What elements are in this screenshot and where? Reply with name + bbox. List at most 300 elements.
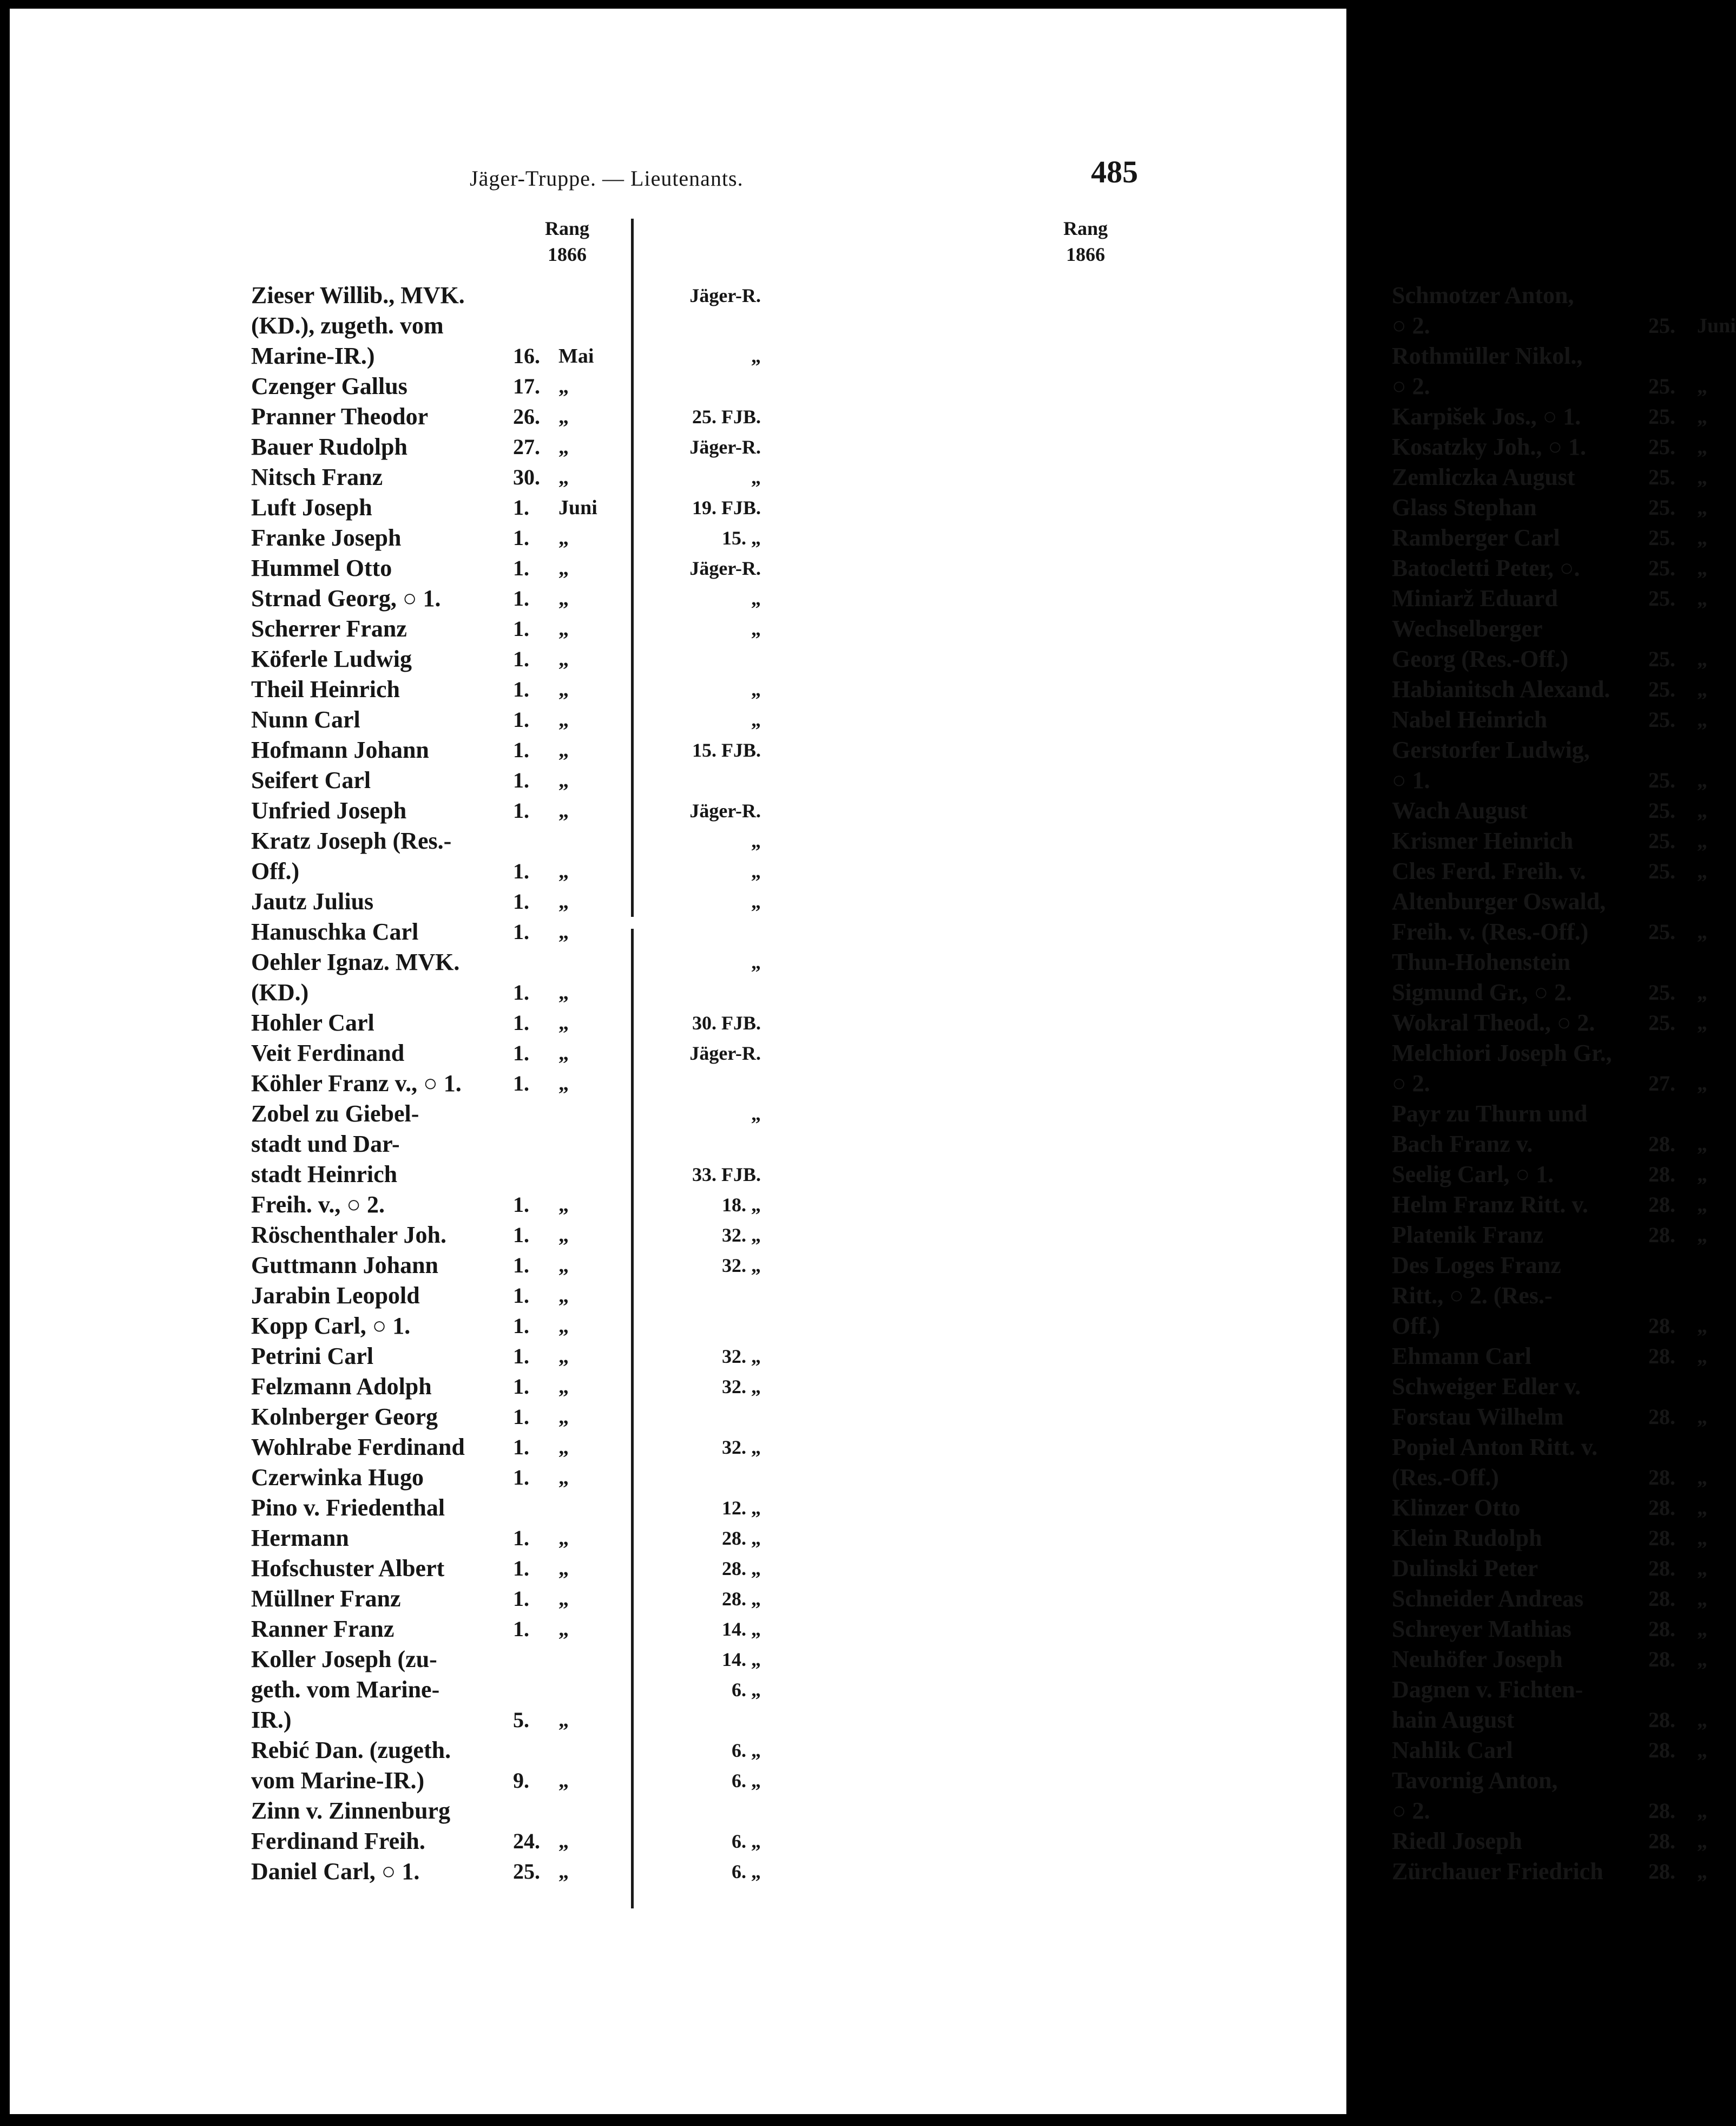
officer-name: Zieser Willib., MVK. — [251, 282, 465, 309]
unit-label: 32. „ — [722, 1376, 761, 1397]
unit-label: 18. „ — [722, 1194, 761, 1216]
list-item — [10, 796, 627, 826]
rank-date: 28. — [1648, 1495, 1675, 1520]
officer-name: IR.) — [251, 1707, 292, 1733]
rank-date: 1. — [513, 768, 529, 792]
officer-name: Hummel Otto — [251, 555, 392, 581]
officer-name: Georg (Res.-Off.) — [1392, 646, 1569, 672]
officer-name: Hofschuster Albert — [251, 1555, 445, 1582]
officer-name: Klein Rudolph — [1392, 1525, 1542, 1551]
officer-name: hain August — [1392, 1707, 1515, 1733]
rank-date: 1. — [513, 1556, 529, 1580]
officer-name: Scherrer Franz — [251, 615, 407, 642]
rank-month: „ — [1697, 769, 1707, 792]
list-item — [634, 735, 1590, 765]
list-item — [10, 1766, 627, 1796]
list-item — [10, 826, 627, 856]
unit-label: 19. FJB. — [692, 497, 761, 519]
unit-label: 28. „ — [722, 1527, 761, 1549]
rank-month: „ — [1697, 1860, 1707, 1883]
rank-date: 1. — [513, 1435, 529, 1459]
rank-date: 1. — [513, 1526, 529, 1550]
rank-date: 1. — [513, 1192, 529, 1217]
rank-date: 17. — [513, 374, 540, 398]
rank-month: „ — [1697, 1133, 1707, 1156]
officer-name: Platenik Franz — [1392, 1222, 1543, 1248]
rank-date: 1. — [513, 1617, 529, 1641]
rank-month: „ — [558, 1284, 569, 1307]
officer-name: Cles Ferd. Freih. v. — [1392, 858, 1586, 884]
officer-name: Hermann — [251, 1525, 349, 1551]
list-item — [10, 1341, 627, 1372]
officer-name: Wechselberger — [1392, 615, 1543, 642]
officer-name: Ramberger Carl — [1392, 524, 1560, 551]
officer-name: Klinzer Otto — [1392, 1494, 1521, 1521]
officer-name: Nunn Carl — [251, 706, 360, 733]
unit-label: „ — [751, 1103, 761, 1125]
list-item — [634, 1159, 1707, 1190]
officer-name: Nabel Heinrich — [1392, 706, 1548, 733]
unit-label: 15. „ — [722, 527, 761, 549]
rank-date: 25. — [1648, 677, 1675, 701]
officer-name: ○ 2. — [1392, 1070, 1430, 1097]
officer-name: Thun-Hohenstein — [1392, 949, 1571, 975]
right-column — [634, 280, 1736, 1887]
rank-date: 28. — [1648, 1708, 1675, 1732]
rank-date: 28. — [1648, 1859, 1675, 1884]
rank-month: „ — [558, 648, 569, 671]
rank-date: 1. — [513, 1344, 529, 1368]
list-item — [634, 1856, 1707, 1887]
officer-name: Rebić Dan. (zugeth. — [251, 1737, 451, 1763]
officer-name: Zinn v. Zinnenburg — [251, 1797, 451, 1824]
unit-label: 32. „ — [722, 1224, 761, 1246]
rank-month: „ — [558, 981, 569, 1004]
rank-date: 1. — [513, 616, 529, 641]
list-item — [634, 1675, 1583, 1705]
rank-month: „ — [558, 1709, 569, 1731]
list-item — [10, 1432, 627, 1462]
unit-label: 32. „ — [722, 1436, 761, 1458]
rank-month: „ — [558, 1315, 569, 1337]
rank-month: „ — [1697, 830, 1707, 852]
rank-month: „ — [558, 678, 569, 701]
officer-name: ○ 2. — [1392, 373, 1430, 399]
officer-name: Forstau Wilhelm — [1392, 1403, 1564, 1430]
rank-month: „ — [1697, 648, 1707, 671]
officer-name: Guttmann Johann — [251, 1252, 439, 1278]
officer-name: Popiel Anton Ritt. v. — [1392, 1434, 1598, 1460]
officer-name: geth. vom Marine- — [251, 1676, 440, 1703]
rank-month: „ — [1697, 921, 1707, 943]
rank-month: „ — [1697, 1072, 1707, 1095]
rank-date: 1. — [513, 677, 529, 701]
unit-label: „ — [751, 709, 761, 731]
list-item — [634, 887, 1606, 917]
rank-month: „ — [1697, 557, 1707, 580]
officer-name: Pino v. Friedenthal — [251, 1494, 445, 1521]
officer-name: Zobel zu Giebel- — [251, 1100, 419, 1127]
rank-month: Mai — [558, 345, 594, 368]
rank-date: 28. — [1648, 1829, 1675, 1853]
officer-name: Schweiger Edler v. — [1392, 1373, 1581, 1400]
rank-date: 1. — [513, 798, 529, 823]
rank-month: „ — [558, 618, 569, 640]
rank-date: 27. — [1648, 1071, 1675, 1095]
rank-date: 1. — [513, 707, 529, 732]
rank-month: „ — [1697, 375, 1707, 398]
officer-name: Zürchauer Friedrich — [1392, 1858, 1603, 1885]
list-item — [634, 1705, 1707, 1735]
list-item — [634, 523, 1707, 553]
list-item — [634, 705, 1707, 735]
officer-name: Neuhöfer Joseph — [1392, 1646, 1563, 1672]
list-item — [634, 1008, 1707, 1038]
list-item — [10, 462, 627, 493]
officer-name: Röschenthaler Joh. — [251, 1222, 446, 1248]
unit-label: 14. „ — [722, 1649, 761, 1670]
rank-date: 25. — [1648, 435, 1675, 459]
rank-date: 24. — [513, 1829, 540, 1853]
officer-name: stadt und Dar- — [251, 1131, 400, 1157]
rang-header-right — [1048, 215, 1123, 267]
unit-label: 6. „ — [732, 1679, 761, 1701]
rank-month: Juni — [1697, 314, 1736, 337]
officer-name: Köhler Franz v., ○ 1. — [251, 1070, 462, 1097]
unit-label: Jäger-R. — [689, 1042, 761, 1064]
rank-date: 1. — [513, 1223, 529, 1247]
rank-date: 25. — [1648, 313, 1675, 338]
list-item — [10, 674, 627, 705]
rank-date: 25. — [1648, 586, 1675, 611]
rank-date: 28. — [1648, 1586, 1675, 1611]
rank-date: 25. — [1648, 526, 1675, 550]
officer-name: Wokral Theod., ○ 2. — [1392, 1009, 1595, 1036]
list-item — [634, 1796, 1707, 1826]
rank-date: 28. — [1648, 1314, 1675, 1338]
list-item — [10, 1250, 627, 1281]
list-item — [10, 371, 627, 402]
rank-month: „ — [558, 1375, 569, 1398]
rank-month: „ — [1697, 1648, 1707, 1671]
rank-month: „ — [1697, 436, 1707, 458]
page-number: 485 — [1091, 154, 1138, 189]
rank-date: 1. — [513, 586, 529, 611]
officer-name: Kosatzky Joh., ○ 1. — [1392, 434, 1587, 460]
officer-name: Ranner Franz — [251, 1616, 394, 1642]
rank-month: „ — [1697, 496, 1707, 519]
officer-name: Luft Joseph — [251, 494, 372, 521]
list-item — [10, 280, 627, 311]
rank-date: 28. — [1648, 1647, 1675, 1671]
unit-label: 6. „ — [732, 1770, 761, 1792]
rang-year: 1866 — [548, 244, 587, 265]
officer-name: Wohlrabe Ferdinand — [251, 1434, 465, 1460]
list-item — [10, 1190, 627, 1220]
officer-name: Schreyer Mathias — [1392, 1616, 1571, 1642]
rank-month: „ — [558, 436, 569, 458]
officer-name: Rothmüller Nikol., — [1392, 343, 1583, 369]
rang-year: 1866 — [1066, 244, 1105, 265]
rank-date: 1. — [513, 1283, 529, 1308]
rank-month: „ — [1697, 527, 1707, 549]
rank-month: „ — [558, 1860, 569, 1883]
rank-month: „ — [558, 1436, 569, 1459]
rank-month: „ — [1697, 405, 1707, 428]
list-item — [634, 1099, 1588, 1129]
officer-name: Miniarž Eduard — [1392, 585, 1558, 612]
officer-name: Kopp Carl, ○ 1. — [251, 1313, 411, 1339]
officer-name: Off.) — [251, 858, 300, 884]
list-item — [634, 1341, 1707, 1372]
rank-date: 9. — [513, 1768, 529, 1793]
list-item — [10, 1493, 627, 1523]
rank-date: 28. — [1648, 1192, 1675, 1217]
officer-name: Seelig Carl, ○ 1. — [1392, 1161, 1554, 1187]
rank-month: „ — [1697, 799, 1707, 822]
rank-date: 1. — [513, 495, 529, 520]
unit-label: 30. FJB. — [692, 1012, 761, 1034]
list-item — [10, 1402, 627, 1432]
list-item — [10, 1735, 627, 1766]
left-column — [10, 280, 627, 1887]
list-item — [10, 1462, 627, 1493]
rank-date: 1. — [513, 647, 529, 671]
officer-name: vom Marine-IR.) — [251, 1767, 425, 1794]
list-item — [634, 674, 1707, 705]
officer-name: Kratz Joseph (Res.- — [251, 828, 452, 854]
rank-month: „ — [1697, 1800, 1707, 1822]
list-item — [10, 1038, 627, 1068]
rank-date: 25. — [1648, 465, 1675, 489]
officer-name: stadt Heinrich — [251, 1161, 398, 1187]
rank-month: „ — [558, 921, 569, 943]
officer-name: Köferle Ludwig — [251, 646, 412, 672]
list-item — [634, 796, 1707, 826]
list-item — [10, 856, 627, 887]
list-item — [10, 1068, 627, 1099]
rank-date: 16. — [513, 344, 540, 368]
officer-name: Wach August — [1392, 797, 1528, 824]
rank-month: „ — [1697, 981, 1707, 1004]
officer-name: ○ 1. — [1392, 767, 1430, 793]
officer-name: Czerwinka Hugo — [251, 1464, 424, 1491]
list-item — [10, 1644, 627, 1675]
rank-month: „ — [558, 708, 569, 731]
officer-name: Hofmann Johann — [251, 737, 429, 763]
list-item — [634, 917, 1707, 947]
list-item — [634, 1129, 1707, 1159]
rank-month: „ — [1697, 1739, 1707, 1762]
list-item — [634, 553, 1707, 583]
rang-header-left — [529, 215, 605, 267]
rank-date: 25. — [1648, 859, 1675, 883]
list-item — [634, 1068, 1707, 1099]
rank-date: 25. — [513, 1859, 540, 1884]
rank-date: 25. — [1648, 980, 1675, 1005]
list-item — [10, 553, 627, 583]
rank-month: „ — [1697, 1466, 1707, 1489]
rank-date: 28. — [1648, 1617, 1675, 1641]
officer-name: Schmotzer Anton, — [1392, 282, 1574, 309]
rank-date: 1. — [513, 1041, 529, 1065]
rank-month: „ — [1697, 1709, 1707, 1731]
list-item — [634, 856, 1707, 887]
rank-month: „ — [1697, 1497, 1707, 1519]
rang-label: Rang — [544, 218, 590, 239]
list-item — [634, 1462, 1707, 1493]
officer-name: Zemliczka August — [1392, 464, 1575, 490]
officer-name: Ehmann Carl — [1392, 1343, 1531, 1369]
list-item — [634, 280, 1574, 311]
list-item — [634, 1250, 1561, 1281]
column-divider — [631, 219, 634, 917]
rank-month: „ — [558, 466, 569, 489]
officer-name: Müllner Franz — [251, 1585, 401, 1612]
rank-month: „ — [1697, 1527, 1707, 1550]
officer-name: Altenburger Oswald, — [1392, 888, 1606, 915]
rank-month: „ — [558, 860, 569, 883]
list-item — [634, 1766, 1558, 1796]
list-item — [10, 1584, 627, 1614]
rank-month: „ — [558, 375, 569, 398]
unit-label: 12. „ — [722, 1497, 761, 1519]
rank-month: „ — [1697, 1406, 1707, 1428]
officer-name: Theil Heinrich — [251, 676, 400, 703]
unit-label: 6. „ — [732, 1861, 761, 1882]
unit-label: 28. „ — [722, 1558, 761, 1579]
list-item — [634, 1432, 1598, 1462]
officer-name: Karpišek Jos., ○ 1. — [1392, 403, 1581, 430]
officer-name: Dulinski Peter — [1392, 1555, 1538, 1582]
rank-month: „ — [558, 557, 569, 580]
rank-date: 28. — [1648, 1526, 1675, 1550]
rank-month: „ — [558, 1012, 569, 1034]
rank-date: 28. — [1648, 1223, 1675, 1247]
unit-label: „ — [751, 588, 761, 609]
list-item — [634, 493, 1707, 523]
unit-label: „ — [751, 679, 761, 700]
list-item — [634, 1311, 1707, 1341]
unit-label: Jäger-R. — [689, 800, 761, 822]
unit-label: „ — [751, 952, 761, 973]
unit-label: Jäger-R. — [689, 285, 761, 306]
officer-name: Unfried Joseph — [251, 797, 407, 824]
list-item — [10, 432, 627, 462]
unit-label: 28. „ — [722, 1588, 761, 1610]
rank-date: 1. — [513, 1071, 529, 1095]
list-item — [634, 1584, 1707, 1614]
rank-month: „ — [1697, 587, 1707, 610]
rank-month: „ — [1697, 466, 1707, 489]
rank-date: 28. — [1648, 1799, 1675, 1823]
rank-month: „ — [1697, 1618, 1707, 1641]
rank-month: „ — [1697, 1163, 1707, 1186]
rank-month: „ — [1697, 678, 1707, 701]
officer-name: Des Loges Franz — [1392, 1252, 1561, 1278]
rank-month: „ — [558, 1345, 569, 1368]
rank-date: 25. — [1648, 404, 1675, 429]
officer-name: Czenger Gallus — [251, 373, 407, 399]
list-item — [634, 371, 1707, 402]
officer-name: Pranner Theodor — [251, 403, 429, 430]
rank-month: „ — [1697, 1193, 1707, 1216]
officer-name: Krismer Heinrich — [1392, 828, 1574, 854]
officer-name: Jarabin Leopold — [251, 1282, 420, 1309]
rank-date: 25. — [1648, 829, 1675, 853]
rank-month: „ — [558, 799, 569, 822]
rank-month: „ — [1697, 1345, 1707, 1368]
rank-month: „ — [1697, 708, 1707, 731]
rank-date: 1. — [513, 1374, 529, 1399]
rank-date: 1. — [513, 1586, 529, 1611]
list-item — [634, 1826, 1707, 1856]
unit-label: 32. „ — [722, 1346, 761, 1367]
rank-date: 25. — [1648, 707, 1675, 732]
list-item — [10, 614, 627, 644]
list-item — [634, 1402, 1707, 1432]
rank-date: 28. — [1648, 1162, 1675, 1186]
rank-month: „ — [558, 1042, 569, 1065]
rang-label: Rang — [1063, 218, 1108, 239]
rank-date: 25. — [1648, 495, 1675, 520]
officer-name: Payr zu Thurn und — [1392, 1100, 1588, 1127]
officer-name: Freih. v. (Res.-Off.) — [1392, 918, 1589, 945]
list-item — [634, 614, 1543, 644]
rank-month: „ — [558, 1769, 569, 1792]
rank-date: 1. — [513, 889, 529, 914]
rank-date: 30. — [513, 465, 540, 489]
rank-date: 28. — [1648, 1344, 1675, 1368]
officer-name: (Res.-Off.) — [1392, 1464, 1499, 1491]
list-item — [634, 462, 1707, 493]
officer-name: Habianitsch Alexand. — [1392, 676, 1610, 703]
rank-month: „ — [558, 1254, 569, 1277]
rank-month: „ — [1697, 860, 1707, 883]
unit-label: 32. „ — [722, 1255, 761, 1276]
list-item — [10, 1675, 627, 1705]
unit-label: 25. FJB. — [692, 406, 761, 428]
rank-month: „ — [558, 405, 569, 428]
rank-month: „ — [558, 739, 569, 762]
rank-date: 28. — [1648, 1465, 1675, 1489]
list-item — [634, 311, 1736, 341]
officer-name: (KD.), zugeth. vom — [251, 312, 444, 339]
list-item — [634, 1372, 1581, 1402]
unit-label: „ — [751, 345, 761, 367]
officer-name: Glass Stephan — [1392, 494, 1537, 521]
list-item — [10, 1099, 627, 1129]
list-item — [10, 1856, 627, 1887]
officer-name: Gerstorfer Ludwig, — [1392, 737, 1590, 763]
list-item — [10, 1372, 627, 1402]
list-item — [634, 1281, 1553, 1311]
rank-date: 26. — [513, 404, 540, 429]
list-item — [10, 947, 627, 977]
rank-date: 1. — [513, 980, 529, 1005]
list-item — [634, 1735, 1707, 1766]
list-item — [10, 523, 627, 553]
list-item — [10, 1129, 627, 1159]
rank-date: 28. — [1648, 1738, 1675, 1762]
officer-name: Melchiori Joseph Gr., — [1392, 1040, 1612, 1066]
officer-name: Daniel Carl, ○ 1. — [251, 1858, 420, 1885]
unit-label: 6. „ — [732, 1830, 761, 1852]
list-item — [10, 644, 627, 674]
rank-month: „ — [558, 1072, 569, 1095]
rank-date: 1. — [513, 920, 529, 944]
rank-month: „ — [1697, 1557, 1707, 1580]
